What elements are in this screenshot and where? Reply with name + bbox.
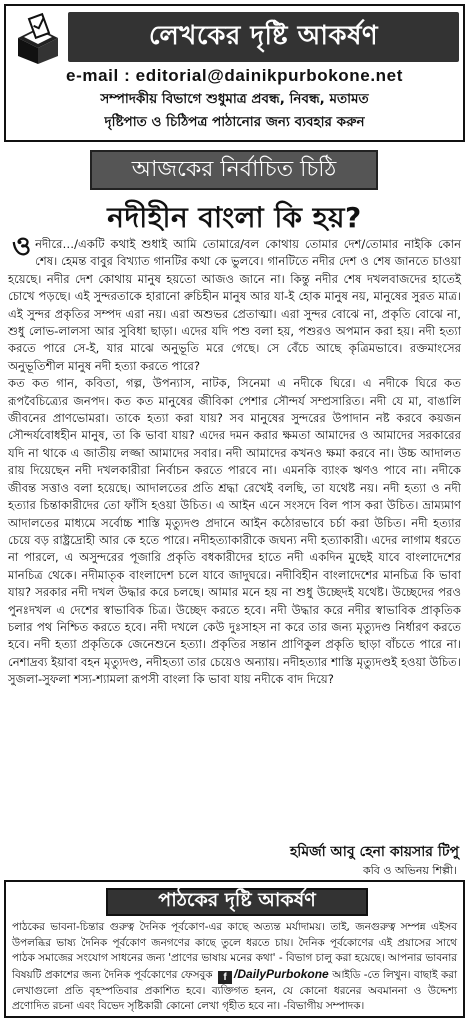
author-role: কবি ও অভিনয় শিল্পী। bbox=[362, 864, 457, 877]
editorial-email[interactable]: e-mail : editorial@dainikpurbokone.net bbox=[66, 66, 403, 85]
writers-notice-box bbox=[4, 4, 465, 142]
writers-notice-title: লেখকের দৃষ্টি আকর্ষণ bbox=[148, 21, 379, 51]
writers-notice-line-2: দৃষ্টিপাত ও চিঠিপত্র পাঠানোর জন্য ব্যবহার করুন bbox=[104, 114, 365, 130]
author-name: হমির্জা আবু হেনা কায়সার টিপু bbox=[289, 844, 459, 860]
drop-cap: ও bbox=[12, 232, 32, 262]
article-paragraph-1 bbox=[8, 232, 461, 375]
article-paragraph-2: কত কত গান, কবিতা, গল্প, উপন্যাস, নাটক, সিনেমা এ নদীকে ঘিরে। এ নদীকে ঘিরে কত রূপবৈচিত্র্যের জনপদ। কত কত মানুষের জীবিকা পেশার সৌন্দর্য সম্প্রসারিত। নদী যে মা, বাঙালি জীবনের প্রাণভোমরা। তাকে হত্যা করা যায়? সব মানুষের সুন্দরের উপাদান নষ্ট করবে কয়জন সৌন্দর্যবোধহীন মানুষ, তা কি ভাবা যায়? এদের দমন করার ক্ষমতা আমাদের ও আমাদের সরকারের যদি না থাকে এ জাতীয় লজ্জা আমাদের সবার। নদী আমাদের কখনও ক্ষমা করবে না। উচ্চ আদালত রায় দিয়েছেন নদী দখলকারীরা নির্বাচন করতে পারবে না। এমনকি ব্যাংক ঋণও পাবে না। নদীকে জীবন্ত সত্তাও বলা হয়েছে। আদালতের প্রতি শ্রদ্ধা রেখেই বলছি, তা যথেষ্ট নয়। নদী হত্যা ও নদী হত্যার চিন্তাকারীদের তো ফাঁসি হওয়া উচিত। এ আইন এনে সংসদে বিল পাস করা উচিত। ভ্রাম্যমাণ আদালতের মাধ্যমে সর্বোচ্চ শাস্তি মৃত্যুদণ্ড প্রদানে আইন কঠোরভাবে চর্চা করা উচিত। নদী হত্যার চেয়ে বড় রাষ্ট্রদ্রোহী আর কে হতে পারে। নদীহত্যাকারীকে জঘন্য নদী হত্যাকারী। এদের লাগাম ধরতে না পারলে, এ অসুন্দরের পূজারি প্রকৃতি বধকারীদের হাতে নদী একদিন মুছেই যাবে বাংলাদেশের মানচিত্র থেকে। নদীমাতৃক বাংলাদেশ চলে যাবে জাদুঘরে। নদীবিহীন বাংলাদেশের মানচিত্র কি ভাবা যায়? সরকার নদী দখল উদ্ধার করে চলছে। আমার মনে হয় না শুধু উচ্ছেদই যথেষ্ট। উচ্ছেদের পরও পুনঃদখল এ দেশের স্বাভাবিক চিত্র। উচ্ছেদ করতে হবে। নদী উদ্ধার করে নদীর স্বাভাবিক প্রাকৃতিক চলার পথ নিশ্চিত করতে হবে। নদী দখলে কেউ দুঃসাহস না করে তার জন্য মৃত্যুদণ্ড নির্ধারণ করতে হবে। নদী হত্যা প্রকৃতিকে জেনেশুনে হত্যা। প্রকৃতির সন্তান প্রাণিকুল প্রকৃতি ছাড়া বাঁচতে পারে না। নেশাদ্রব্য ইয়াবা বহন মৃত্যুদণ্ড, নদীহত্যা তার চেয়েও অন্যায়। নদীহত্যার শাস্তি মৃত্যুদণ্ডই হওয়া উচিত। সুজলা-সুফলা শস্য-শ্যামলা রূপসী বাংলা কি ভাবা যায় নদীকে বাদ দিয়ে? bbox=[8, 376, 461, 687]
readers-notice-text-end: আইডি -তে লিখুন। বাছাই করা লেখাগুলো প্রতি বৃহস্পতিবার প্রকাশিত হবে। ব্যক্তিগত হনন, যে কোনো ধরনের অবমাননা ও উদ্দেশ্য প্রণোদিত রচনা এবং বিভেদ সৃষ্টিকারী কোনো লেখা গৃহীত হবে না। -বিভাগীয় সম্পাদক। bbox=[12, 968, 457, 1013]
writers-notice-line-1: সম্পাদকীয় বিভাগে শুধুমাত্র প্রবন্ধ, নিবন্ধ, মতামত bbox=[100, 91, 369, 107]
article-title: নদীহীন বাংলা কি হয়? bbox=[107, 201, 362, 234]
ballot-box-icon bbox=[12, 12, 64, 64]
readers-notice-box bbox=[4, 880, 465, 1018]
paragraph-1-text: নদীরে…/একটি কথাই শুধাই আমি তোমারে/বল কোথায় তোমার দেশ/তোমার নাইকি কোন শেষ। হেমন্ত বাবুর বিখ্যাত গানটির কথা কে ভুলবে। গানটিতে নদীর দেশ ও শেষ জানতে চাওয়া হয়েছে। নদীর দেশ কোথায় মানুষ হয়তো আজও জানে না। কিন্তু নদীর শেষ দখলবাজদের হাতেই চোখে পড়ছে। এই সুন্দরতাকে হারানো রুচিহীন মানুষ আর যা-ই হোক মানুষ নয়, মানুষের সুরত মাত্র। এই সুন্দর প্রকৃতির সম্পদ এরা নয়। এরা অশুভর প্রেতাত্মা। এরা সুন্দর বোঝে না, প্রকৃতি বোঝে না, শুধু লোভ-লালসা আর সুবিধা ছাড়া। এদের যদি পশু বলা হয়, পশুরও অপমান করা হয়। নদী হত্যা করতে পারে সে-ই, যার মাঝে অনুভূতি মরে গেছে। সে বেঁচে আছে কৃত্রিমভাবে। রক্তমাংসের অনুভূতিশীল মানুষ নদী হত্যা করতে পারে? bbox=[8, 237, 461, 373]
readers-notice-text bbox=[12, 920, 457, 1015]
facebook-icon: f bbox=[218, 971, 232, 984]
readers-notice-title: পাঠকের দৃষ্টি আকর্ষণ bbox=[158, 889, 316, 911]
article-body bbox=[8, 232, 461, 689]
writers-notice-text bbox=[16, 88, 453, 134]
section-title: আজকের নির্বাচিত চিঠি bbox=[131, 156, 337, 182]
writers-notice-banner bbox=[68, 12, 459, 62]
readers-notice-text-start: পাঠকের ভাবনা-চিন্তার গুরুত্ব দৈনিক পূর্বকোণ-এর কাছে অত্যন্ত মর্যাদাময়। তাই, জনগুরুত্ব সম্পন্ন এইসব উপলব্ধির ভাষ্য দৈনিক পূর্বকোণ জনগণের কাছে তুলে ধরতে চায়। দৈনিক পূর্বকোণের এই প্রয়াসের সাথে পাঠক সমাজের সংযোগ সাধনের জন্য 'প্রাণের ভাষায় মনের কথা' - বিভাগ চালু করা হয়েছে। আপনার ভাবনার বিষয়টি প্রকাশের জন্য দৈনিক পূর্বকোণের ফেসবুক bbox=[12, 921, 457, 981]
readers-notice-banner bbox=[106, 888, 368, 916]
facebook-handle[interactable]: /DailyPurbokone bbox=[234, 966, 329, 981]
section-banner bbox=[90, 150, 378, 190]
